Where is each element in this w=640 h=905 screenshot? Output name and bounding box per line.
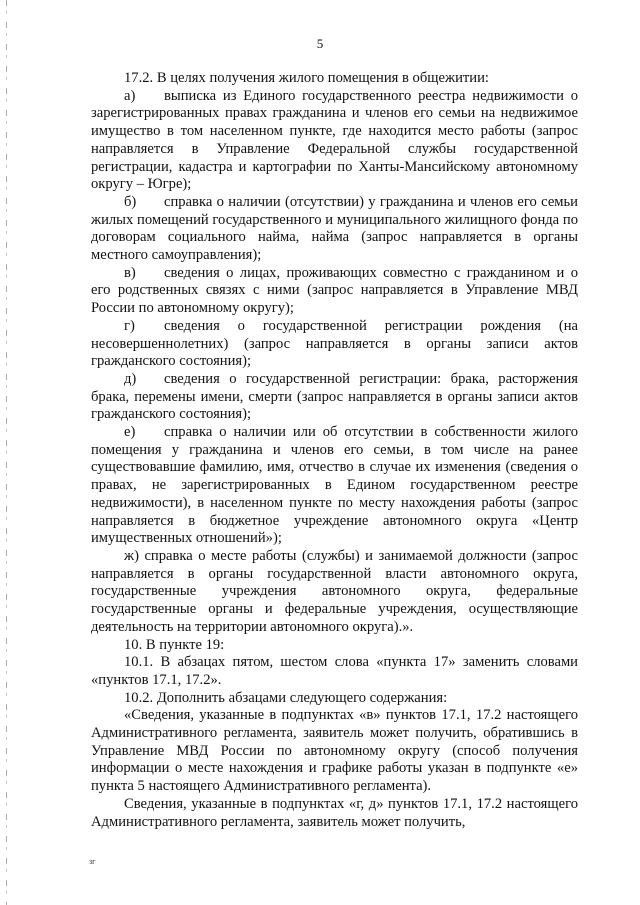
subitem-a — [91, 88, 578, 194]
subitem-text: выписка из Единого государственного реестра недвижимости о зарегистрированных правах гражданина и членов его семьи на недвижимое имущество в том населенном пункте, где находится место работы (запрос направляется в Управление Федеральной службы государственной регистрации, кадастра и картографии по Ханты-Мансийскому автономному округу – Югре); — [91, 87, 578, 193]
scan-edge-artifact — [6, 0, 7, 905]
paragraph-10: 10. В пункте 19: — [124, 636, 225, 653]
subitem-zh: ж) справка о месте работы (службы) и занимаемой должности (запрос направляется в органы государственной власти автономного округа, государственные учреждения автономного округа, федеральные государственные органы и федеральные учреждения, осуществляющие деятельность на территории автономного округа).». — [91, 547, 578, 635]
subitem-marker: в) — [124, 264, 136, 281]
subitem-text: сведения о государственной регистрации: брака, расторжения брака, перемены имени, смерти (запрос направляется в органы записи актов гражданского состояния); — [91, 370, 578, 423]
subitem-e — [91, 424, 578, 548]
subitem-marker: а) — [124, 87, 136, 104]
subitem-text: сведения о лицах, проживающих совместно с гражданином и о его родственных связях с ними (запрос направляется в Управление МВД России по автономному округу); — [91, 264, 578, 317]
page-number: 5 — [316, 36, 324, 51]
subitem-g — [91, 318, 578, 371]
footer-mark: зг — [89, 857, 96, 866]
subitem-v — [91, 265, 578, 318]
subitem-marker: е) — [124, 424, 136, 441]
paragraph-10-1: 10.1. В абзацах пятом, шестом слова «пункта 17» заменить словами «пунктов 17.1, 17.2». — [91, 654, 578, 688]
quoted-paragraph-zags: Сведения, указанные в подпунктах «г, д» пунктов 17.1, 17.2 настоящего Административного регламента, заявитель может получить, — [91, 795, 578, 830]
subitem-text: справка о наличии (отсутствии) у гражданина и членов его семьи жилых помещений государственного и муниципального жилищного фонда по договорам социального найма, найма (запрос направляется в органы местного самоуправления); — [91, 193, 578, 264]
paragraph-10-2: 10.2. Дополнить абзацами следующего содержания: — [124, 689, 448, 706]
paragraph-17-2: 17.2. В целях получения жилого помещения в общежитии: — [124, 70, 489, 86]
subitem-marker: б) — [124, 193, 137, 210]
subitem-d — [91, 371, 578, 424]
subitem-text: справка о наличии или об отсутствии в собственности жилого помещения у гражданина и членов его семьи, в том числе на ранее существовавшие фамилию, имя, отчество в случае их изменения (сведения о правах, не зарегистрированных в Едином государственном реестре недвижимости), в населенном пункте по месту нахождения работы (запрос направляется в бюджетное учреждение автономного округа «Центр имущественных отношений»); — [91, 424, 578, 547]
subitem-marker: д) — [124, 370, 137, 387]
subitem-text: сведения о государственной регистрации рождения (на несовершеннолетних) (запрос направляется в органы записи актов гражданского состояния); — [91, 317, 578, 370]
document-body — [91, 70, 578, 831]
subitem-b — [91, 194, 578, 265]
quoted-paragraph-mvd: «Сведения, указанные в подпунктах «в» пунктов 17.1, 17.2 настоящего Административного регламента, заявитель может получить, обратившись в Управление МВД России по автономному округу (способ получения информации о месте нахождения и графике работы указан в подпункте «е» пункта 5 настоящего Административного регламента). — [91, 707, 578, 795]
subitem-marker: г) — [124, 317, 135, 334]
